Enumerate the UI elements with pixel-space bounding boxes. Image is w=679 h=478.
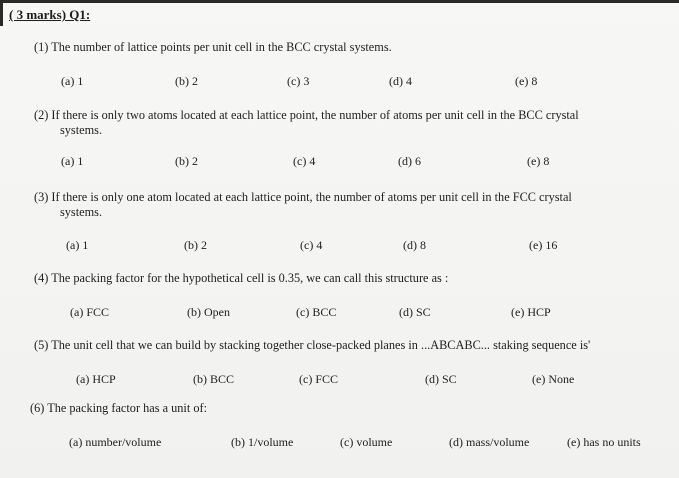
question-1 — [34, 40, 392, 55]
question-3 — [34, 190, 572, 220]
question-4 — [34, 271, 448, 286]
option-e: (e) 8 — [515, 74, 538, 88]
option-a: (a) 1 — [61, 74, 84, 88]
option-b: (b) BCC — [193, 372, 235, 386]
option-e: (e) has no units — [567, 435, 641, 449]
option-d: (d) 8 — [403, 238, 426, 252]
option-e: (e) 8 — [527, 154, 550, 168]
option-c: (c) FCC — [299, 372, 338, 386]
question-text: (4) The packing factor for the hypothetical cell is 0.35, we can call this structure as : — [34, 271, 449, 285]
option-b: (b) 2 — [184, 238, 207, 252]
option-a: (a) number/volume — [69, 435, 162, 449]
option-a: (a) 1 — [61, 154, 84, 168]
question-text: (5) The unit cell that we can build by stacking together close-packed planes in ...ABCABC... staking sequence is' — [34, 338, 591, 352]
option-a: (a) FCC — [70, 305, 109, 319]
option-b: (b) 1/volume — [231, 435, 294, 449]
question-text: (1) The number of lattice points per unit cell in the BCC crystal systems. — [34, 40, 392, 54]
option-c: (c) 3 — [287, 74, 310, 88]
option-a: (a) HCP — [76, 372, 116, 386]
option-c: (c) volume — [340, 435, 393, 449]
option-c: (c) BCC — [296, 305, 337, 319]
option-e: (e) None — [532, 372, 575, 386]
option-c: (c) 4 — [293, 154, 316, 168]
option-c: (c) 4 — [300, 238, 323, 252]
question-6 — [30, 401, 207, 416]
option-b: (b) 2 — [175, 154, 198, 168]
question-text-continuation: systems. — [60, 205, 103, 219]
question-text: (2) If there is only two atoms located at each lattice point, the number of atoms per unit cell in the BCC crystal — [34, 108, 579, 122]
question-text-continuation: systems. — [60, 123, 103, 137]
question-text: (6) The packing factor has a unit of: — [30, 401, 207, 415]
option-d: (d) mass/volume — [449, 435, 530, 449]
option-a: (a) 1 — [66, 238, 89, 252]
question-text: (3) If there is only one atom located at each lattice point, the number of atoms per unit cell in the FCC crystal — [34, 190, 572, 204]
option-e: (e) 16 — [529, 238, 558, 252]
question-2 — [34, 108, 579, 138]
option-d: (d) 4 — [389, 74, 412, 88]
option-d: (d) 6 — [398, 154, 421, 168]
option-d: (d) SC — [425, 372, 457, 386]
page-edge-top — [0, 0, 679, 3]
question-5 — [34, 338, 590, 353]
option-d: (d) SC — [399, 305, 431, 319]
option-e: (e) HCP — [511, 305, 551, 319]
option-b: (b) Open — [187, 305, 230, 319]
page-edge-left — [0, 0, 3, 26]
page-title: ( 3 marks) Q1: — [9, 7, 91, 22]
option-b: (b) 2 — [175, 74, 198, 88]
